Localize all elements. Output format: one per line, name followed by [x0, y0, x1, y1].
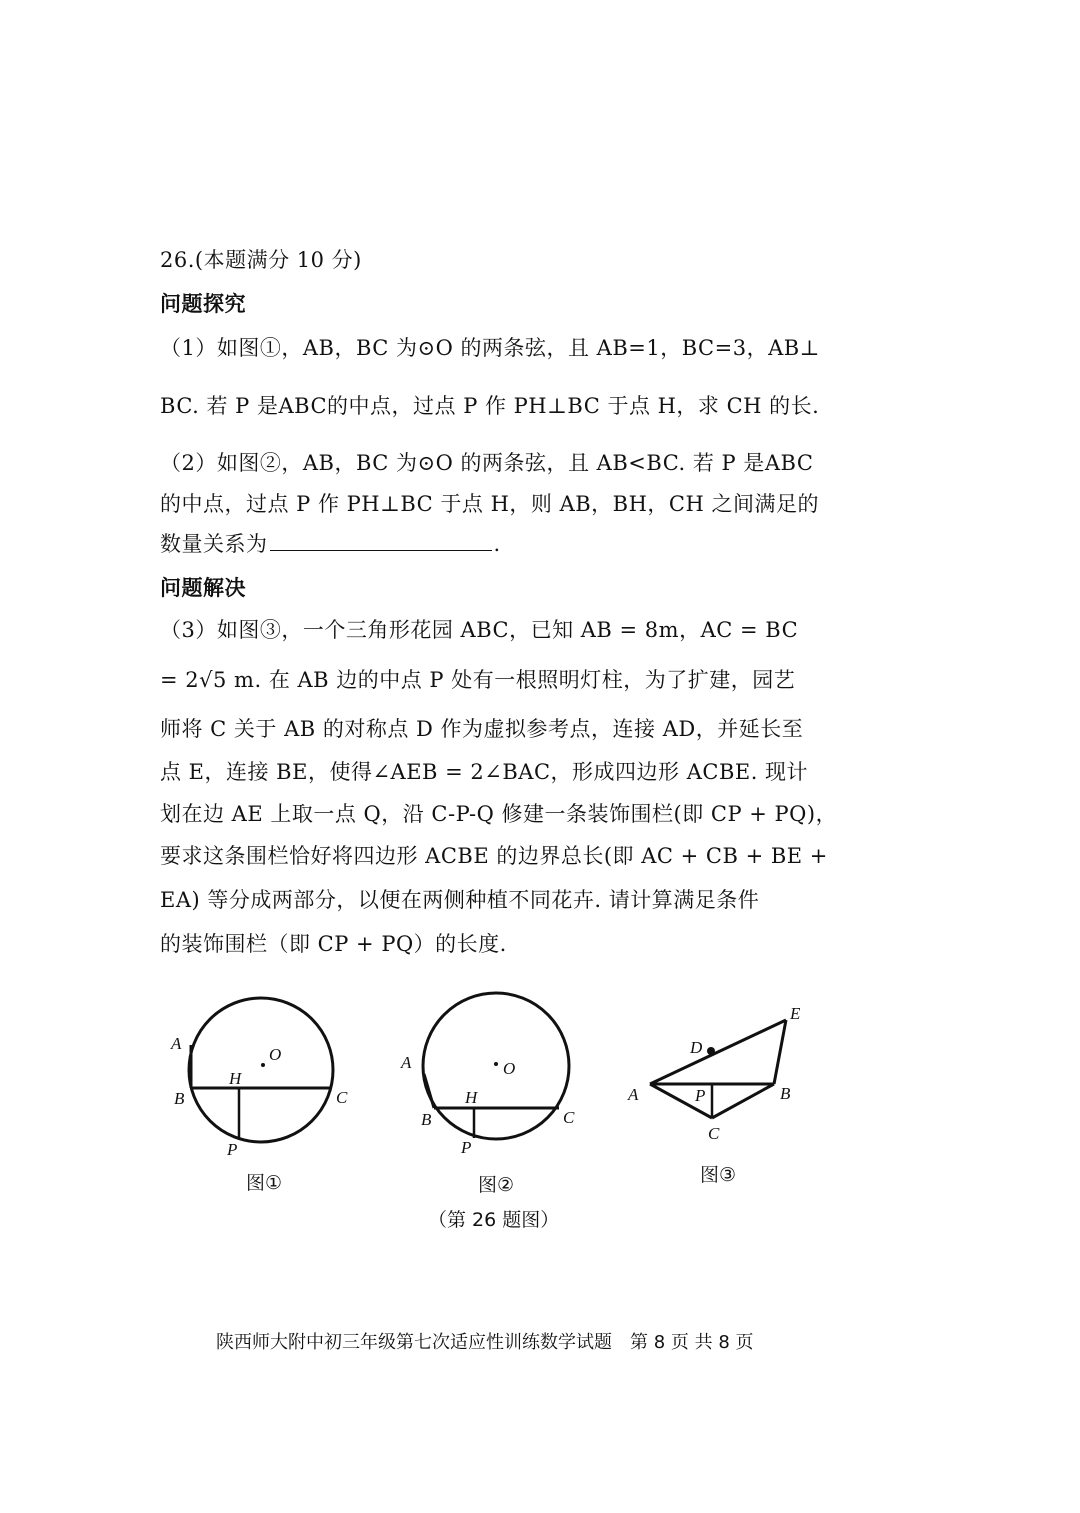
figure-group-caption: （第 26 题图）: [428, 1209, 560, 1231]
part3-line3: 师将 C 关于 AB 的对称点 D 作为虚拟参考点，连接 AD，并延长至: [160, 717, 804, 741]
section-heading-explore: 问题探究: [160, 292, 246, 316]
fig1-label-c: C: [336, 1088, 348, 1107]
fig3-label-a: A: [628, 1085, 639, 1104]
part3-line2: = 2√5 m. 在 AB 边的中点 P 处有一根照明灯柱，为了扩建，园艺: [160, 668, 796, 692]
fig3-point-d: [707, 1047, 715, 1055]
figure-1: [170, 998, 348, 1159]
fig1-label-p: P: [227, 1140, 238, 1159]
part3-line8: 的装饰围栏（即 CP + PQ）的长度.: [160, 932, 507, 956]
part1-line2: BC. 若 P 是ABC的中点，过点 P 作 PH⊥BC 于点 H，求 CH 的长.: [160, 394, 820, 418]
part3-line1: （3）如图③，一个三角形花园 ABC，已知 AB = 8m，AC = BC: [160, 618, 799, 642]
fig3-label-b: B: [780, 1084, 791, 1103]
fig3-segment-eb: [774, 1020, 786, 1084]
fig2-label-c: C: [563, 1108, 575, 1127]
answer-prompt: 数量关系为: [160, 532, 268, 556]
fig2-label-a: A: [401, 1053, 412, 1072]
section-heading-solve: 问题解决: [160, 576, 246, 600]
part3-line4: 点 E，连接 BE，使得∠AEB = 2∠BAC，形成四边形 ACBE. 现计: [160, 760, 809, 784]
fig2-center-dot: [494, 1062, 498, 1066]
fig1-center-dot: [261, 1063, 265, 1067]
fig1-label-b: B: [174, 1089, 185, 1108]
fig3-caption: 图③: [700, 1164, 737, 1186]
answer-period: .: [493, 532, 501, 556]
part3-line6: 要求这条围栏恰好将四边形 ACBE 的边界总长(即 AC + CB + BE +: [160, 844, 828, 868]
part2-line2: 的中点，过点 P 作 PH⊥BC 于点 H，则 AB，BH，CH 之间满足的: [160, 492, 819, 516]
figure-3: [627, 1004, 801, 1143]
part2-line1: （2）如图②，AB，BC 为⊙O 的两条弦，且 AB<BC. 若 P 是ABC: [160, 451, 814, 475]
fig2-label-o: O: [503, 1059, 516, 1078]
fig2-label-b: B: [421, 1110, 432, 1129]
fig1-label-o: O: [269, 1045, 282, 1064]
fig1-circle: [189, 998, 333, 1142]
fig2-label-p: P: [461, 1138, 472, 1157]
fig1-caption: 图①: [246, 1172, 283, 1194]
fig2-chord-ab: [424, 1074, 434, 1108]
fig1-label-a: A: [171, 1034, 182, 1053]
fig3-segment-ae: [650, 1020, 786, 1084]
part3-line5: 划在边 AE 上取一点 Q，沿 C-P-Q 修建一条装饰围栏(即 CP + PQ)，: [160, 802, 838, 826]
part1-line1: （1）如图①，AB，BC 为⊙O 的两条弦，且 AB=1，BC=3，AB⊥: [160, 336, 820, 360]
fig3-label-e: E: [790, 1004, 801, 1023]
fig2-label-h: H: [465, 1088, 478, 1107]
fig2-caption: 图②: [478, 1174, 515, 1196]
page-footer: 陕西师大附中初三年级第七次适应性训练数学试题 第 8 页 共 8 页: [216, 1332, 754, 1353]
fig3-label-c: C: [708, 1124, 720, 1143]
question-header: 26.(本题满分 10 分): [160, 248, 362, 272]
figure-2: [400, 993, 575, 1157]
fig3-label-d: D: [690, 1038, 703, 1057]
fig1-label-h: H: [229, 1069, 242, 1088]
fig3-segment-cb: [712, 1084, 774, 1118]
part3-line7: EA) 等分成两部分，以便在两侧种植不同花卉. 请计算满足条件: [160, 888, 760, 912]
fig3-label-p: P: [695, 1086, 706, 1105]
